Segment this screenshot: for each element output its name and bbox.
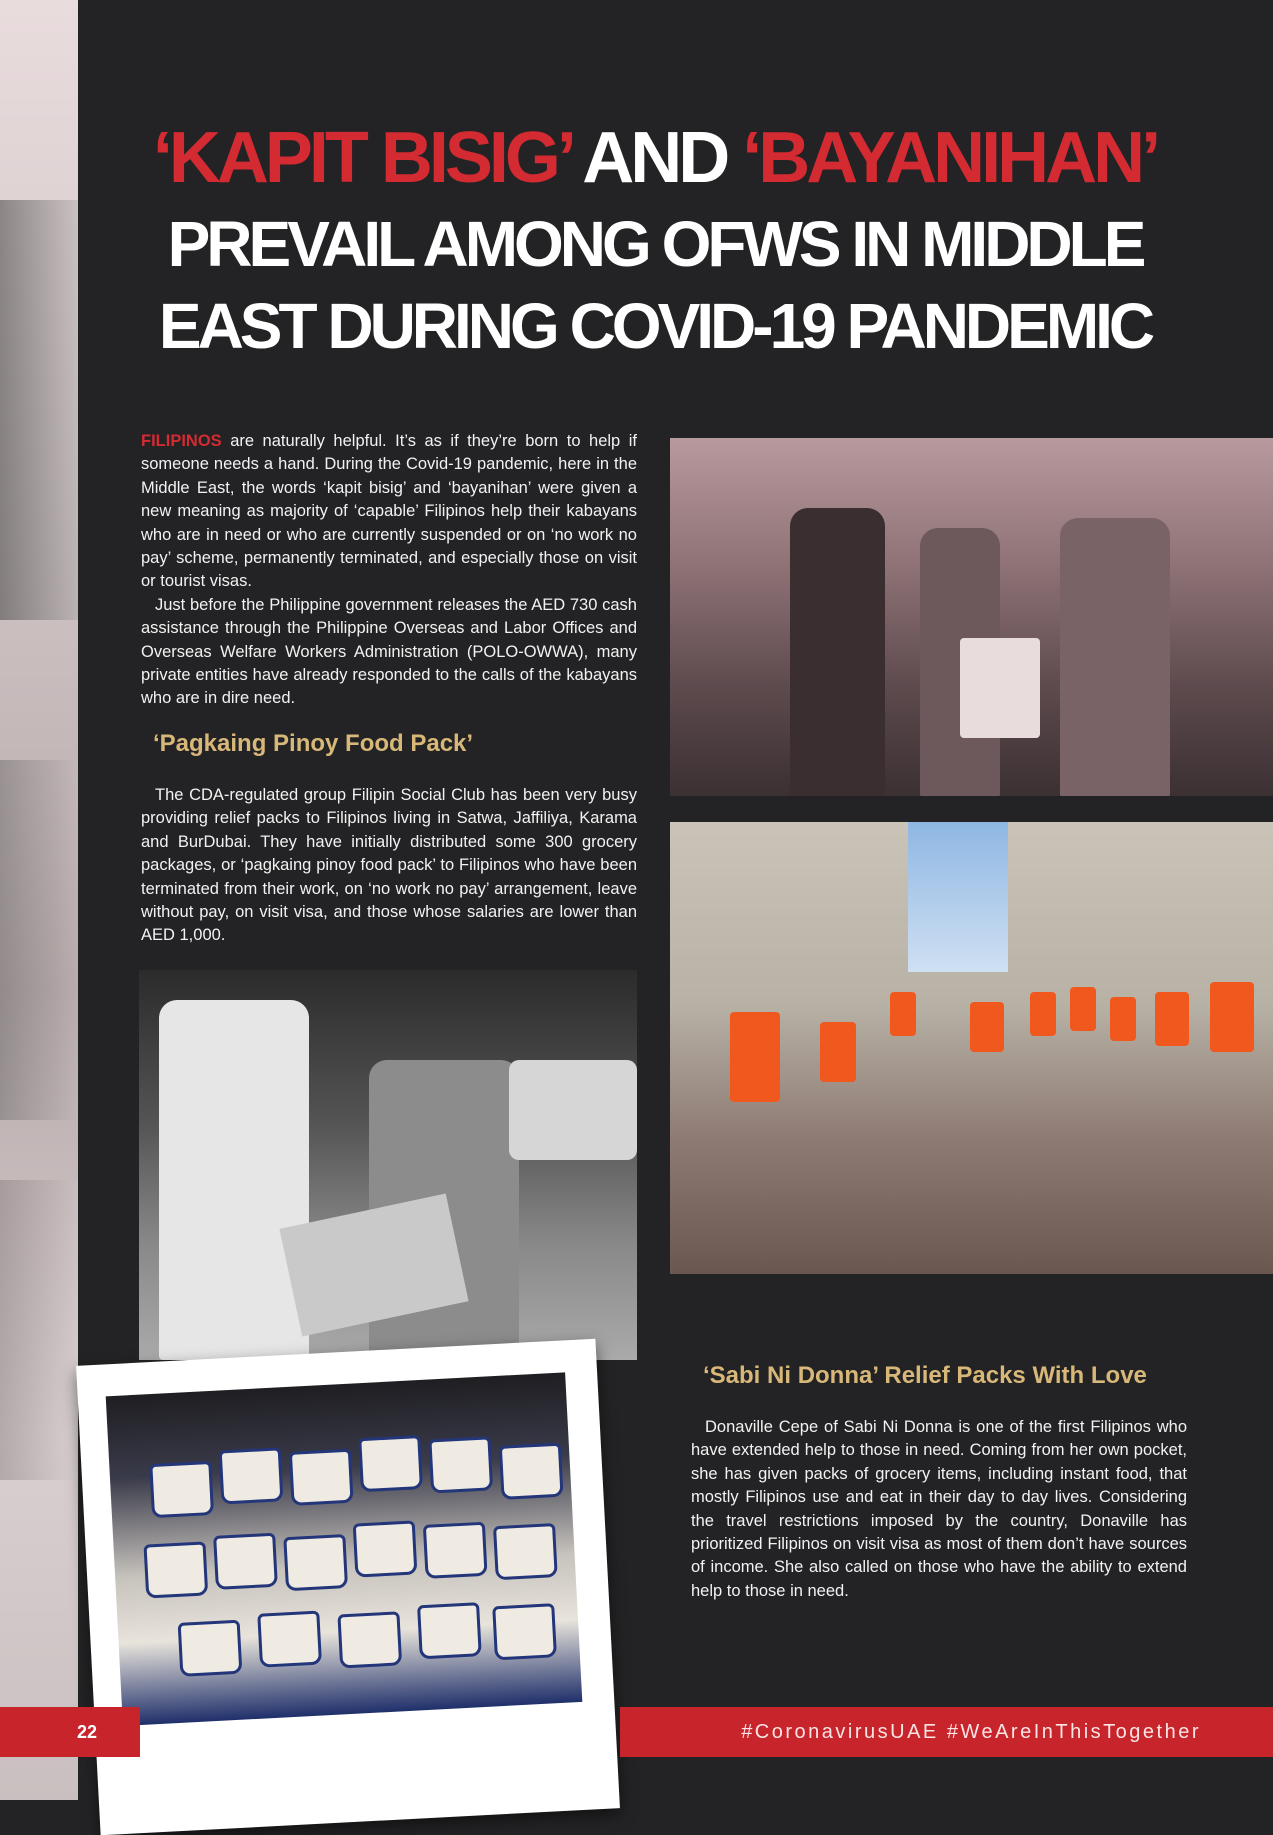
photo-volunteers-handing-bags: [670, 438, 1273, 796]
side-strip-shade: [0, 200, 78, 620]
bag: [353, 1520, 418, 1577]
orange-vest: [890, 992, 916, 1036]
headline-line-3: EAST DURING COVID-19 PANDEMIC: [158, 290, 1152, 362]
side-strip-shade: [0, 1180, 78, 1480]
photo-volunteers-in-orange-vests: [670, 822, 1273, 1274]
side-strip-shade: [0, 760, 78, 1120]
bag: [178, 1620, 243, 1677]
headline-and: AND: [568, 118, 743, 198]
orange-vest: [820, 1022, 856, 1082]
bag: [144, 1541, 209, 1598]
bag: [219, 1447, 284, 1504]
section-2-paragraph: Donaville Cepe of Sabi Ni Donna is one of the first Filipinos who have extended help to those in need. Coming from her own pocket, she has given packs of grocery items, including instant food, that mostly Filipinos use and eat in their day to day lives. Considering the travel restrictions imposed by the country, Donaville has prioritized Filipinos on visit visa as most of them don’t have sources of income. She also called on those who have the ability to extend help to those in need.: [691, 1418, 1187, 1600]
orange-vest: [1030, 992, 1056, 1036]
orange-vest: [1210, 982, 1254, 1052]
person-figure: [159, 1000, 309, 1360]
intro-p1-body: are naturally helpful. It’s as if they’re born to help if someone needs a hand. During the Covid-19 pandemic, here in the Middle East, the words ‘kapit bisig’ and ‘bayanihan’ were given a new meaning as majority of ‘capable’ Filipinos help their kabayans who are in need or who are currently suspended or on ‘no work no pay’ scheme, permanently terminated, and especially those on visit or tourist visas.: [141, 432, 637, 591]
bag: [428, 1436, 493, 1493]
footer-bar-left: [0, 1707, 140, 1757]
headline-line-2: PREVAIL AMONG OFWS IN MIDDLE: [167, 208, 1143, 280]
relief-bags-image: [106, 1372, 583, 1726]
section-1-title: ‘Pagkaing Pinoy Food Pack’: [153, 730, 474, 757]
orange-vest: [730, 1012, 780, 1102]
bag: [492, 1603, 557, 1660]
orange-vest: [1155, 992, 1189, 1046]
section-2-title: ‘Sabi Ni Donna’ Relief Packs With Love: [703, 1362, 1147, 1389]
intro-text: [141, 430, 637, 711]
page-number: 22: [77, 1722, 98, 1742]
bag: [358, 1435, 423, 1492]
person-figure: [1060, 518, 1170, 796]
section-1-text: [141, 784, 637, 948]
polaroid-photo-relief-bags: [76, 1339, 620, 1835]
bag: [417, 1602, 482, 1659]
bag: [289, 1449, 354, 1506]
photo-volunteers-with-relief-box: [139, 970, 637, 1360]
intro-paragraph-2: Just before the Philippine government releases the AED 730 cash assistance through the Philippine Overseas and Labor Offices and Overseas Welfare Workers Administration (POLO-OWWA), many private entities have already responded to the calls of the kabayans who are in dire need.: [141, 595, 637, 708]
intro-paragraph-1: [141, 430, 637, 594]
section-2-text: [691, 1416, 1187, 1603]
headline-kapit-bisig: ‘KAPIT BISIG’: [152, 118, 569, 198]
headline-line-1: [110, 116, 1200, 200]
lead-word: FILIPINOS: [141, 432, 222, 450]
bag: [213, 1533, 278, 1590]
bag: [499, 1443, 564, 1500]
left-side-photo-strip: [0, 0, 78, 1800]
sky: [908, 822, 1008, 972]
bus: [509, 1060, 637, 1160]
bag: [423, 1522, 488, 1579]
footer-hashtags: #CoronavirusUAE #WeAreInThisTogether: [741, 1721, 1201, 1743]
orange-vest: [1070, 987, 1096, 1031]
person-figure: [790, 508, 885, 796]
orange-vest: [1110, 997, 1136, 1041]
bag: [337, 1611, 402, 1668]
headline-bayanihan: ‘BAYANIHAN’: [742, 118, 1158, 198]
bag: [149, 1461, 214, 1518]
bag: [257, 1611, 322, 1668]
relief-bag: [960, 638, 1040, 738]
section-1-paragraph: The CDA-regulated group Filipin Social Club has been very busy providing relief packs to Filipinos living in Satwa, Jaffiliya, Karama and BurDubai. They have initially distributed some 300 grocery packages, or ‘pagkaing pinoy food pack’ to Filipinos who have been terminated from their work, on ‘no work no pay’ arrangement, leave without pay, on visit visa, and those whose salaries are lower than AED 1,000.: [141, 786, 637, 945]
bag: [493, 1523, 558, 1580]
bag: [283, 1534, 348, 1591]
orange-vest: [970, 1002, 1004, 1052]
